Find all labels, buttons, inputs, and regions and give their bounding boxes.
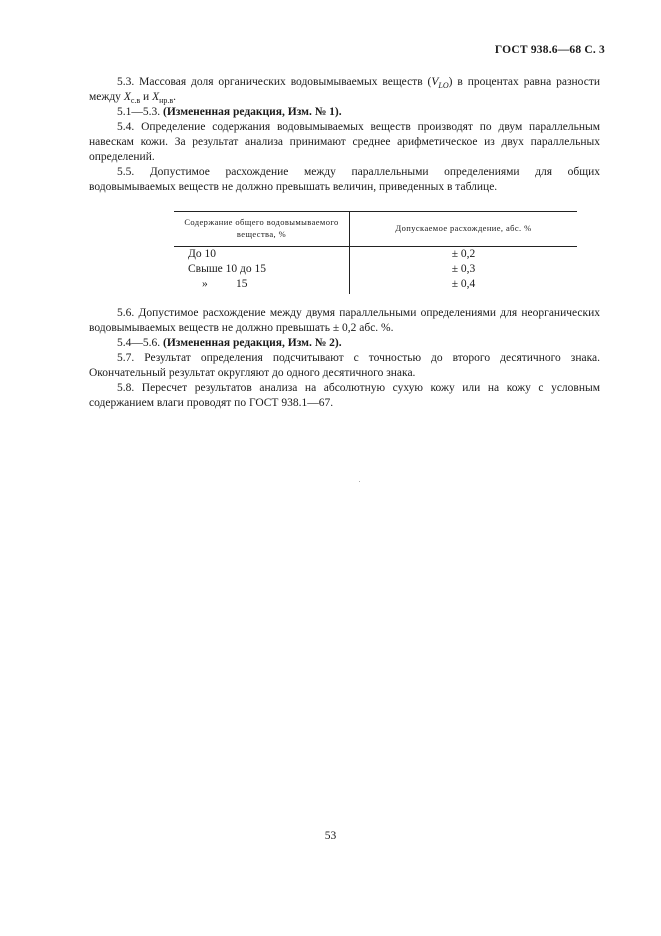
document-body <box>89 75 600 411</box>
var-v-sub: LO <box>438 81 449 90</box>
p53-text-mid: ) в процентах равна разности между <box>89 76 601 103</box>
p53-and: и <box>140 91 153 103</box>
amendment-1 <box>89 105 600 120</box>
ditto-mark: » <box>202 278 208 290</box>
tolerance-table-wrap <box>174 211 577 294</box>
page-number: 53 <box>324 830 337 842</box>
table-col2-header: Допускаемое расхождение, абс. % <box>350 212 578 247</box>
paragraph-5-4: 5.4. Определение содержания водовымываемых веществ производят по двум параллельным навескам кожи. За результат анализа принимают среднее арифметическое из двух параллельных определений. <box>89 121 600 163</box>
table-cell-content: До 10 <box>174 247 350 263</box>
table-cell-value: ± 0,3 <box>451 263 476 275</box>
tolerance-table <box>174 211 577 294</box>
amendment-1-ref: 5.1—5.3. <box>117 106 163 118</box>
table-cell-content <box>174 277 350 294</box>
table-row <box>174 247 577 263</box>
var-v: V <box>431 76 439 88</box>
table-row <box>174 262 577 277</box>
var-x2-sub: нр.в <box>159 96 174 105</box>
var-x1-sub: с.в <box>130 96 141 105</box>
table-cell-content: Свыше 10 до 15 <box>174 262 350 277</box>
page-header: ГОСТ 938.6—68 С. 3 <box>494 44 605 56</box>
p53-end: . <box>173 91 177 103</box>
paragraph-5-6: 5.6. Допустимое расхождение между двумя параллельными определениями для неорганических водовымываемых веществ не должно превышать ± 0,2 абс. %. <box>89 307 600 334</box>
paragraph-5-7: 5.7. Результат определения подсчитывают с точностью до второго десятичного знака. Окончательный результат округляют до одного десятичного знака. <box>89 352 600 379</box>
amendment-2-text: (Измененная редакция, Изм. № 2). <box>163 337 342 349</box>
paragraph-5-5: 5.5. Допустимое расхождение между параллельными определениями для общих водовымываемых веществ не должно превышать величин, приведенных в таблице. <box>89 166 600 193</box>
table-cell-value: ± 0,4 <box>451 278 476 290</box>
var-x1: X <box>123 91 131 103</box>
amendment-2-ref: 5.4—5.6. <box>117 337 163 349</box>
table-col1-header: Содержание общего водовымываемого вещества, % <box>174 212 350 247</box>
table-cell-value: ± 0,2 <box>451 248 476 260</box>
p53-text-start: 5.3. Массовая доля органических водовымываемых веществ ( <box>117 76 432 88</box>
table-header-row <box>174 212 577 247</box>
table-row <box>174 277 577 294</box>
table-cell-content-text: 15 <box>236 278 248 290</box>
amendment-1-text: (Измененная редакция, Изм. № 1). <box>163 106 342 118</box>
paragraph-5-8: 5.8. Пересчет результатов анализа на абсолютную сухую кожу или на кожу с условным содержанием влаги проводят по ГОСТ 938.1—67. <box>89 382 600 409</box>
var-x2: X <box>152 91 160 103</box>
amendment-2 <box>89 336 600 351</box>
paragraph-5-3 <box>89 75 600 105</box>
scan-speck <box>359 481 360 482</box>
